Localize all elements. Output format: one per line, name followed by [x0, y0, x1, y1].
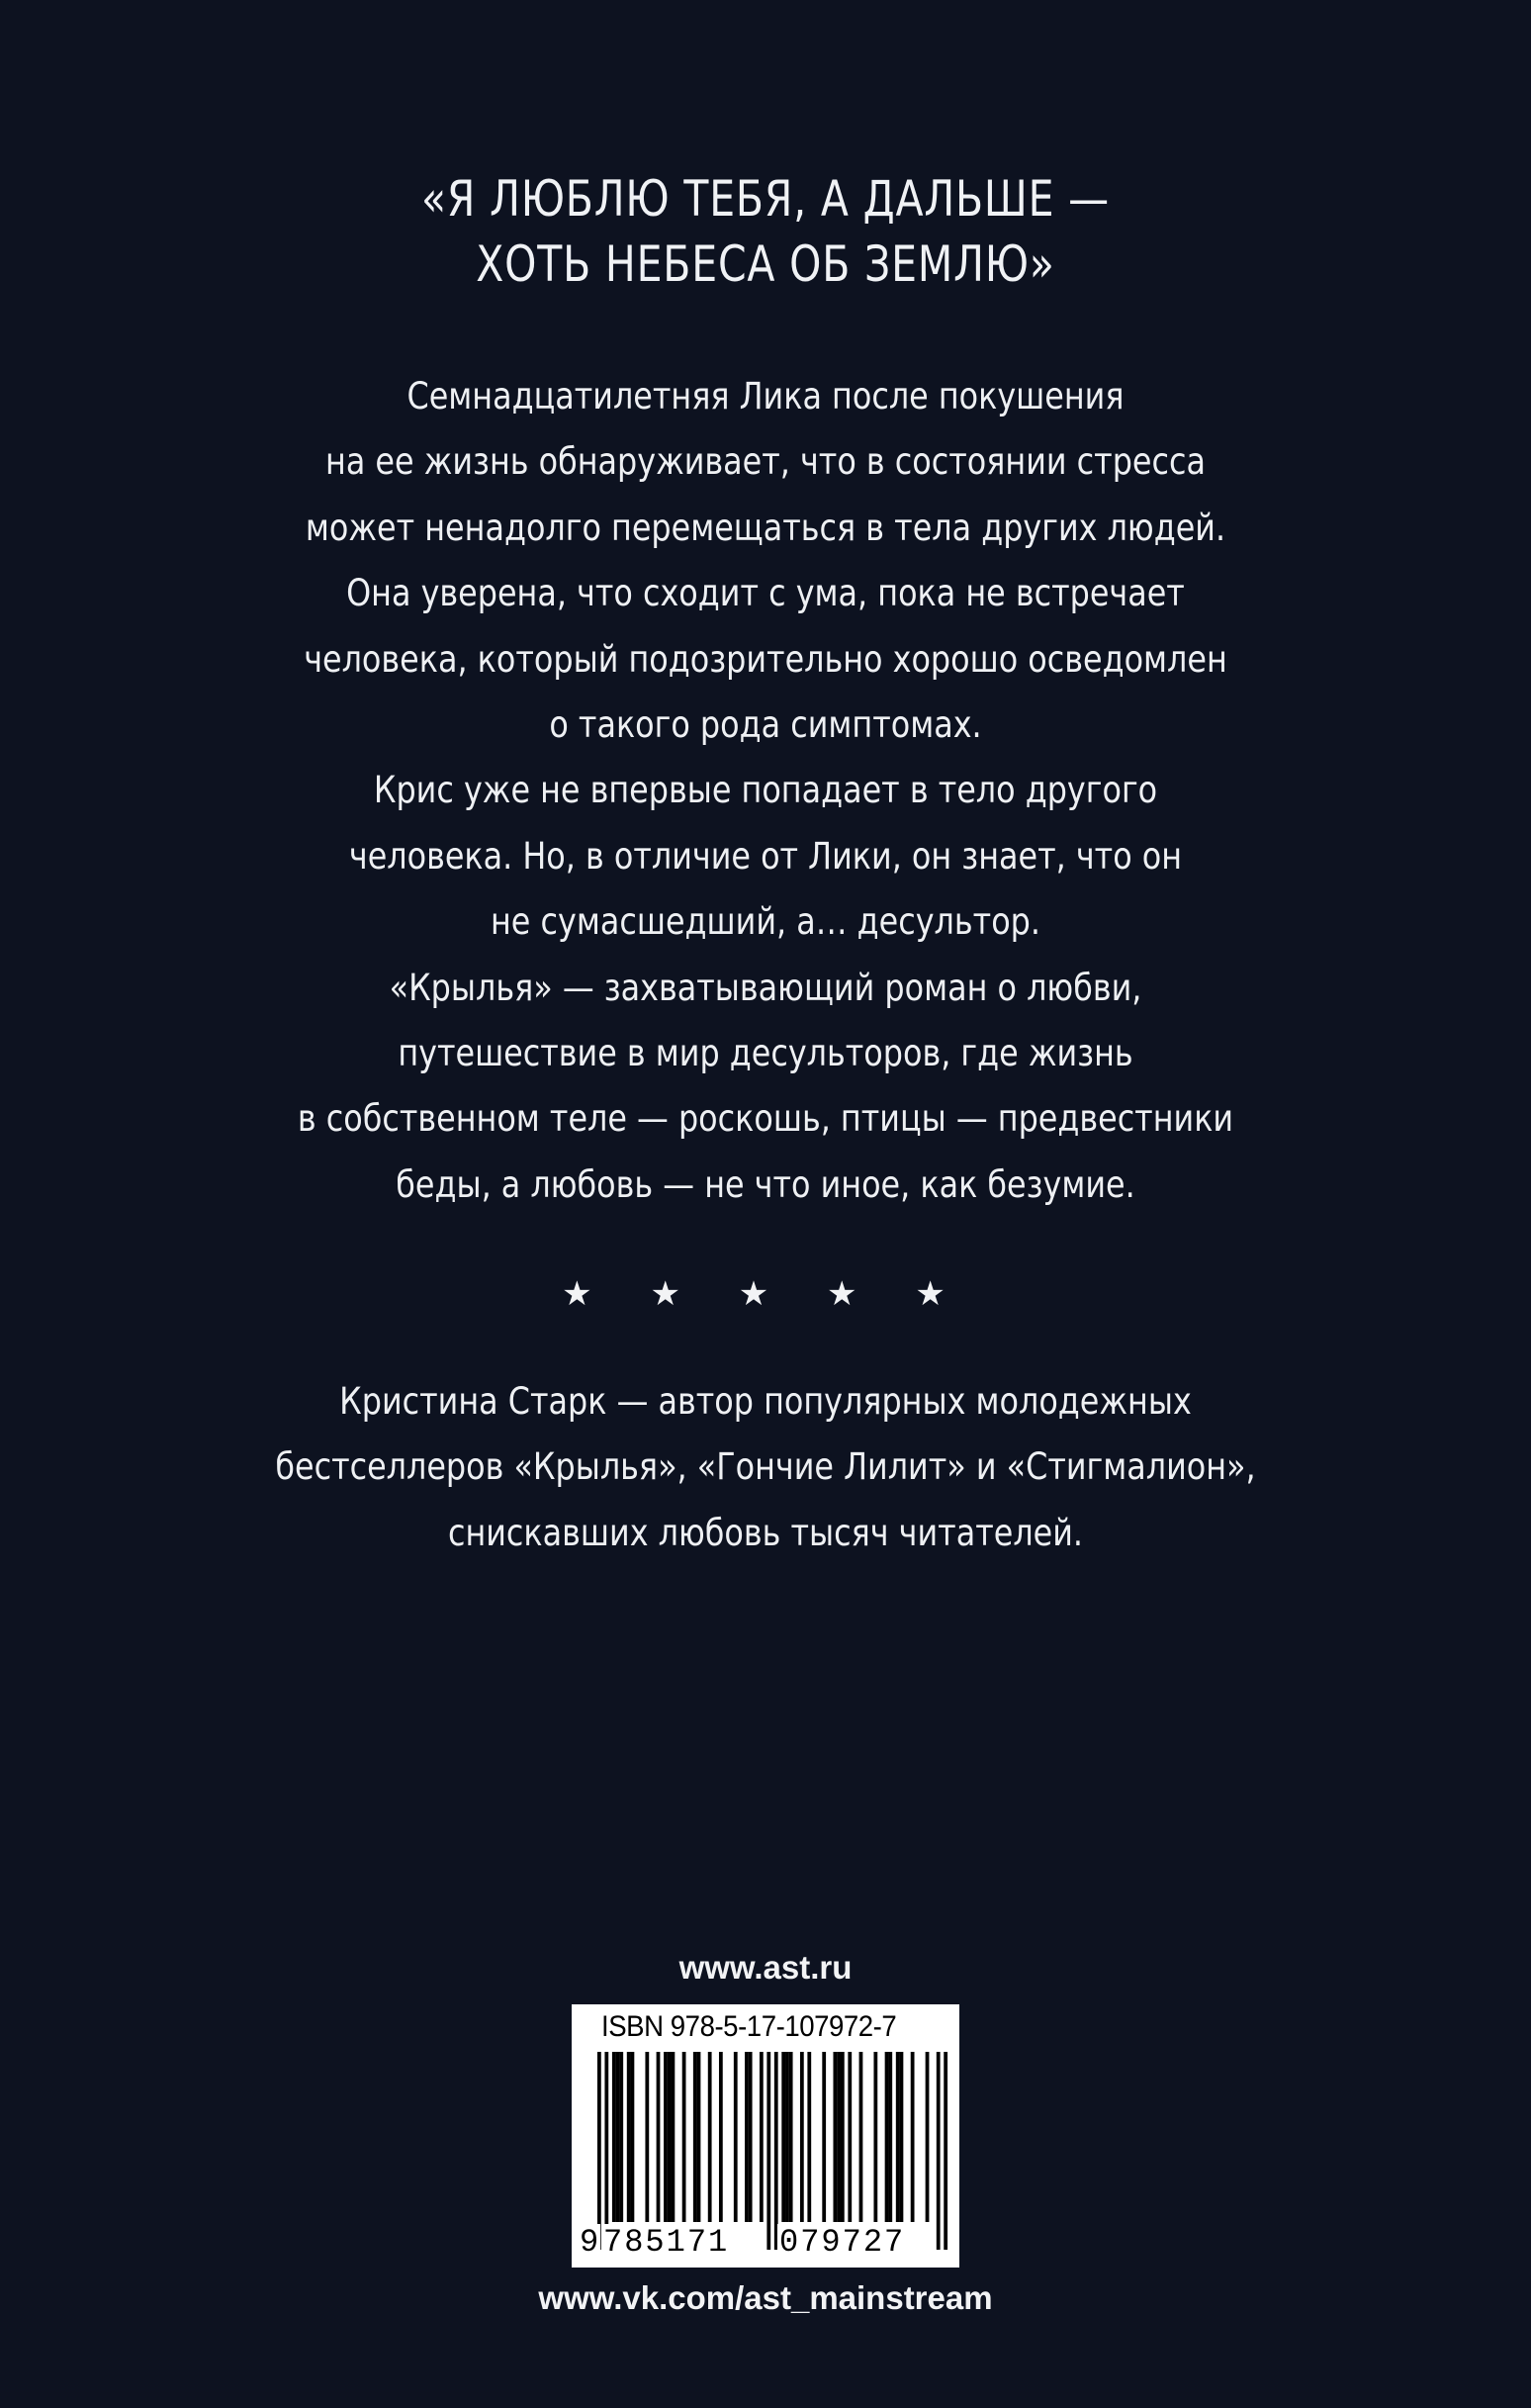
- barcode-bar: [657, 2052, 661, 2222]
- barcode-bar: [668, 2052, 672, 2222]
- barcode-bar: [645, 2052, 649, 2222]
- blurb-line: человека, который подозрительно хорошо осведомлен: [304, 637, 1227, 681]
- barcode-bar: [873, 2052, 877, 2222]
- blurb-line: в собственном теле — роскошь, птицы — предвестники: [297, 1097, 1234, 1141]
- blurb-line: Она уверена, что сходит с ума, пока не встречает: [346, 572, 1185, 615]
- barcode-bar: [841, 2052, 845, 2222]
- barcode-bar: [848, 2052, 852, 2222]
- blurb-line: «Крылья» — захватывающий роман о любви,: [389, 966, 1142, 1009]
- tagline-line-1: «Я ЛЮБЛЮ ТЕБЯ, А ДАЛЬШЕ —: [420, 170, 1110, 228]
- barcode-bar: [789, 2052, 793, 2222]
- barcode-bar: [766, 2052, 770, 2250]
- tagline-quote: [137, 166, 1393, 297]
- barcode-bar: [672, 2052, 675, 2222]
- barcode-bar: [719, 2052, 723, 2222]
- barcode-bar: [734, 2052, 738, 2222]
- book-blurb: [107, 364, 1423, 1218]
- blurb-line: Семнадцатилетняя Лика после покушения: [406, 375, 1125, 417]
- barcode-bar: [774, 2052, 778, 2250]
- barcode-bar: [616, 2052, 620, 2222]
- barcode-bar: [697, 2052, 701, 2222]
- tagline-line-2: ХОТЬ НЕБЕСА ОБ ЗЕМЛЮ»: [476, 235, 1055, 293]
- barcode-bar: [937, 2052, 941, 2250]
- barcode-bar: [627, 2052, 631, 2222]
- barcode-bar: [708, 2052, 712, 2222]
- barcode-bar: [911, 2052, 915, 2222]
- barcode-bar: [631, 2052, 635, 2222]
- author-line: бестселлеров «Крылья», «Гончие Лилит» и «Стигмалион»,: [275, 1445, 1256, 1489]
- blurb-line: может ненадолго перемещаться в тела других людей.: [305, 506, 1226, 549]
- barcode-bar: [781, 2052, 785, 2222]
- barcode-bar: [807, 2052, 811, 2222]
- publisher-website[interactable]: www.ast.ru: [678, 1949, 853, 1986]
- barcode-bar: [888, 2052, 892, 2222]
- barcode-bar: [612, 2052, 616, 2222]
- social-link[interactable]: www.vk.com/ast_mainstream: [538, 2279, 993, 2316]
- barcode-bar: [822, 2052, 826, 2222]
- barcode-bar: [597, 2052, 601, 2250]
- blurb-line: о такого рода симптомах.: [549, 703, 982, 747]
- blurb-line: человека. Но, в отличие от Лики, он знает, что он: [348, 834, 1183, 878]
- barcode-bar: [833, 2052, 837, 2222]
- blurb-line: путешествие в мир десульторов, где жизнь: [398, 1032, 1133, 1075]
- barcode-bar: [745, 2052, 749, 2222]
- blurb-line: не сумасшедший, а… десультор.: [491, 900, 1040, 944]
- blurb-line: беды, а любовь — не что иное, как безумие.: [396, 1162, 1135, 1206]
- isbn-barcode: [572, 2004, 959, 2268]
- author-line: снискавших любовь тысяч читателей.: [447, 1511, 1084, 1554]
- barcode-bar: [944, 2052, 947, 2250]
- author-line: Кристина Старк — автор популярных молодежных: [339, 1380, 1192, 1423]
- barcode-digits-right: 079727: [779, 2224, 906, 2261]
- barcode-bar: [682, 2052, 686, 2222]
- barcode-bar: [664, 2052, 668, 2222]
- barcode-bar: [619, 2052, 623, 2222]
- barcode-bar: [859, 2052, 863, 2222]
- barcode-bar: [926, 2052, 930, 2222]
- barcode-bar: [785, 2052, 789, 2222]
- barcode-bar: [760, 2052, 764, 2222]
- barcode-digits-left: 785171: [603, 2224, 730, 2261]
- star-divider: ★ ★ ★ ★ ★: [562, 1274, 969, 1314]
- barcode-bar: [837, 2052, 841, 2222]
- barcode-digits: [572, 2224, 959, 2264]
- barcode-bar: [900, 2052, 904, 2222]
- author-note: [107, 1369, 1423, 1566]
- isbn-label: ISBN 978-5-17-107972-7: [601, 2010, 897, 2043]
- barcode-digit-lead: 9: [580, 2224, 599, 2261]
- barcode-bar: [885, 2052, 889, 2222]
- blurb-line: Крис уже не впервые попадает в тело другого: [373, 769, 1158, 812]
- barcode-bar: [896, 2052, 900, 2222]
- blurb-line: на ее жизнь обнаруживает, что в состоянии стресса: [325, 440, 1206, 484]
- barcode-bar: [604, 2052, 608, 2250]
- barcode-bar: [800, 2052, 804, 2222]
- barcode-bar: [693, 2052, 697, 2222]
- barcode-bar: [749, 2052, 753, 2222]
